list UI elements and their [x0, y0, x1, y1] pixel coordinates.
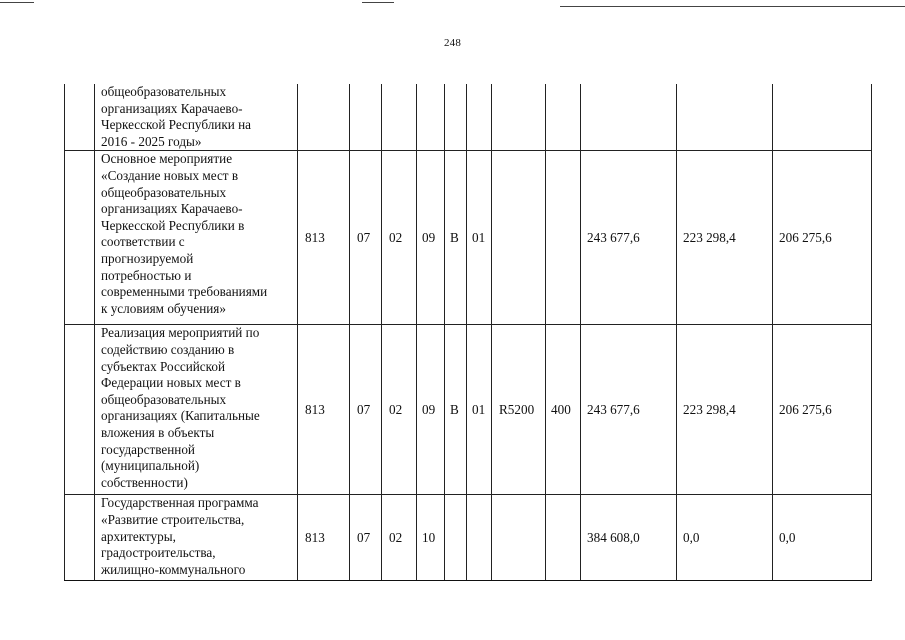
- grbs-code-cell: 813: [298, 495, 350, 581]
- table-row: [65, 84, 872, 151]
- target-code-part3-cell: [467, 495, 492, 581]
- item-name-cell: Реализация мероприятий по содействию созданию в субъектах Российской Федерации новых мест в общеобразовательных организациях (Капитальные вложения в объекты государственной (муниципальной) собственности): [95, 325, 298, 495]
- subsection-code-cell: [382, 84, 417, 151]
- item-name-cell: общеобразовательных организациях Карачаево- Черкесской Республики на 2016 - 2025 годы»: [95, 84, 298, 151]
- target-code-part2-cell: В: [445, 325, 467, 495]
- expense-type-cell: [546, 151, 581, 325]
- table-row: [65, 325, 872, 495]
- section-code-cell: 07: [350, 151, 382, 325]
- row-number-cell: [65, 325, 95, 495]
- target-code-part4-cell: [492, 495, 546, 581]
- target-code-part3-cell: 01: [467, 325, 492, 495]
- section-code-cell: [350, 84, 382, 151]
- subsection-code-cell: 02: [382, 495, 417, 581]
- amount-year3-cell: 206 275,6: [773, 325, 872, 495]
- amount-year1-cell: 243 677,6: [581, 325, 677, 495]
- scan-mark-center: [362, 2, 394, 3]
- page-number: 248: [443, 37, 462, 49]
- table-row: [65, 151, 872, 325]
- section-code-cell: 07: [350, 325, 382, 495]
- target-code-part4-cell: [492, 84, 546, 151]
- target-code-part2-cell: В: [445, 151, 467, 325]
- target-code-part1-cell: 10: [417, 495, 445, 581]
- expense-type-cell: 400: [546, 325, 581, 495]
- target-code-part2-cell: [445, 495, 467, 581]
- amount-year2-cell: 223 298,4: [677, 325, 773, 495]
- target-code-part1-cell: [417, 84, 445, 151]
- amount-year1-cell: 384 608,0: [581, 495, 677, 581]
- target-code-part4-cell: R5200: [492, 325, 546, 495]
- expense-type-cell: [546, 84, 581, 151]
- row-number-cell: [65, 84, 95, 151]
- amount-year2-cell: [677, 84, 773, 151]
- amount-year3-cell: 0,0: [773, 495, 872, 581]
- amount-year3-cell: 206 275,6: [773, 151, 872, 325]
- amount-year1-cell: 243 677,6: [581, 151, 677, 325]
- section-code-cell: 07: [350, 495, 382, 581]
- grbs-code-cell: 813: [298, 325, 350, 495]
- target-code-part3-cell: [467, 84, 492, 151]
- target-code-part3-cell: 01: [467, 151, 492, 325]
- amount-year2-cell: 0,0: [677, 495, 773, 581]
- target-code-part4-cell: [492, 151, 546, 325]
- budget-table: [64, 84, 872, 581]
- amount-year2-cell: 223 298,4: [677, 151, 773, 325]
- row-number-cell: [65, 151, 95, 325]
- grbs-code-cell: [298, 84, 350, 151]
- row-number-cell: [65, 495, 95, 581]
- item-name-cell: Основное мероприятие «Создание новых мест в общеобразовательных организациях Карачаево- Черкесской Республики в соответствии с прогнозируемой потребностью и современными требованиями к условиям обучения»: [95, 151, 298, 325]
- scan-mark-right: [560, 6, 905, 7]
- target-code-part2-cell: [445, 84, 467, 151]
- subsection-code-cell: 02: [382, 151, 417, 325]
- scan-mark-left: [0, 2, 34, 3]
- subsection-code-cell: 02: [382, 325, 417, 495]
- target-code-part1-cell: 09: [417, 151, 445, 325]
- target-code-part1-cell: 09: [417, 325, 445, 495]
- expense-type-cell: [546, 495, 581, 581]
- amount-year3-cell: [773, 84, 872, 151]
- grbs-code-cell: 813: [298, 151, 350, 325]
- table-row: [65, 495, 872, 581]
- item-name-cell: Государственная программа «Развитие строительства, архитектуры, градостроительства, жилищно-коммунального: [95, 495, 298, 581]
- amount-year1-cell: [581, 84, 677, 151]
